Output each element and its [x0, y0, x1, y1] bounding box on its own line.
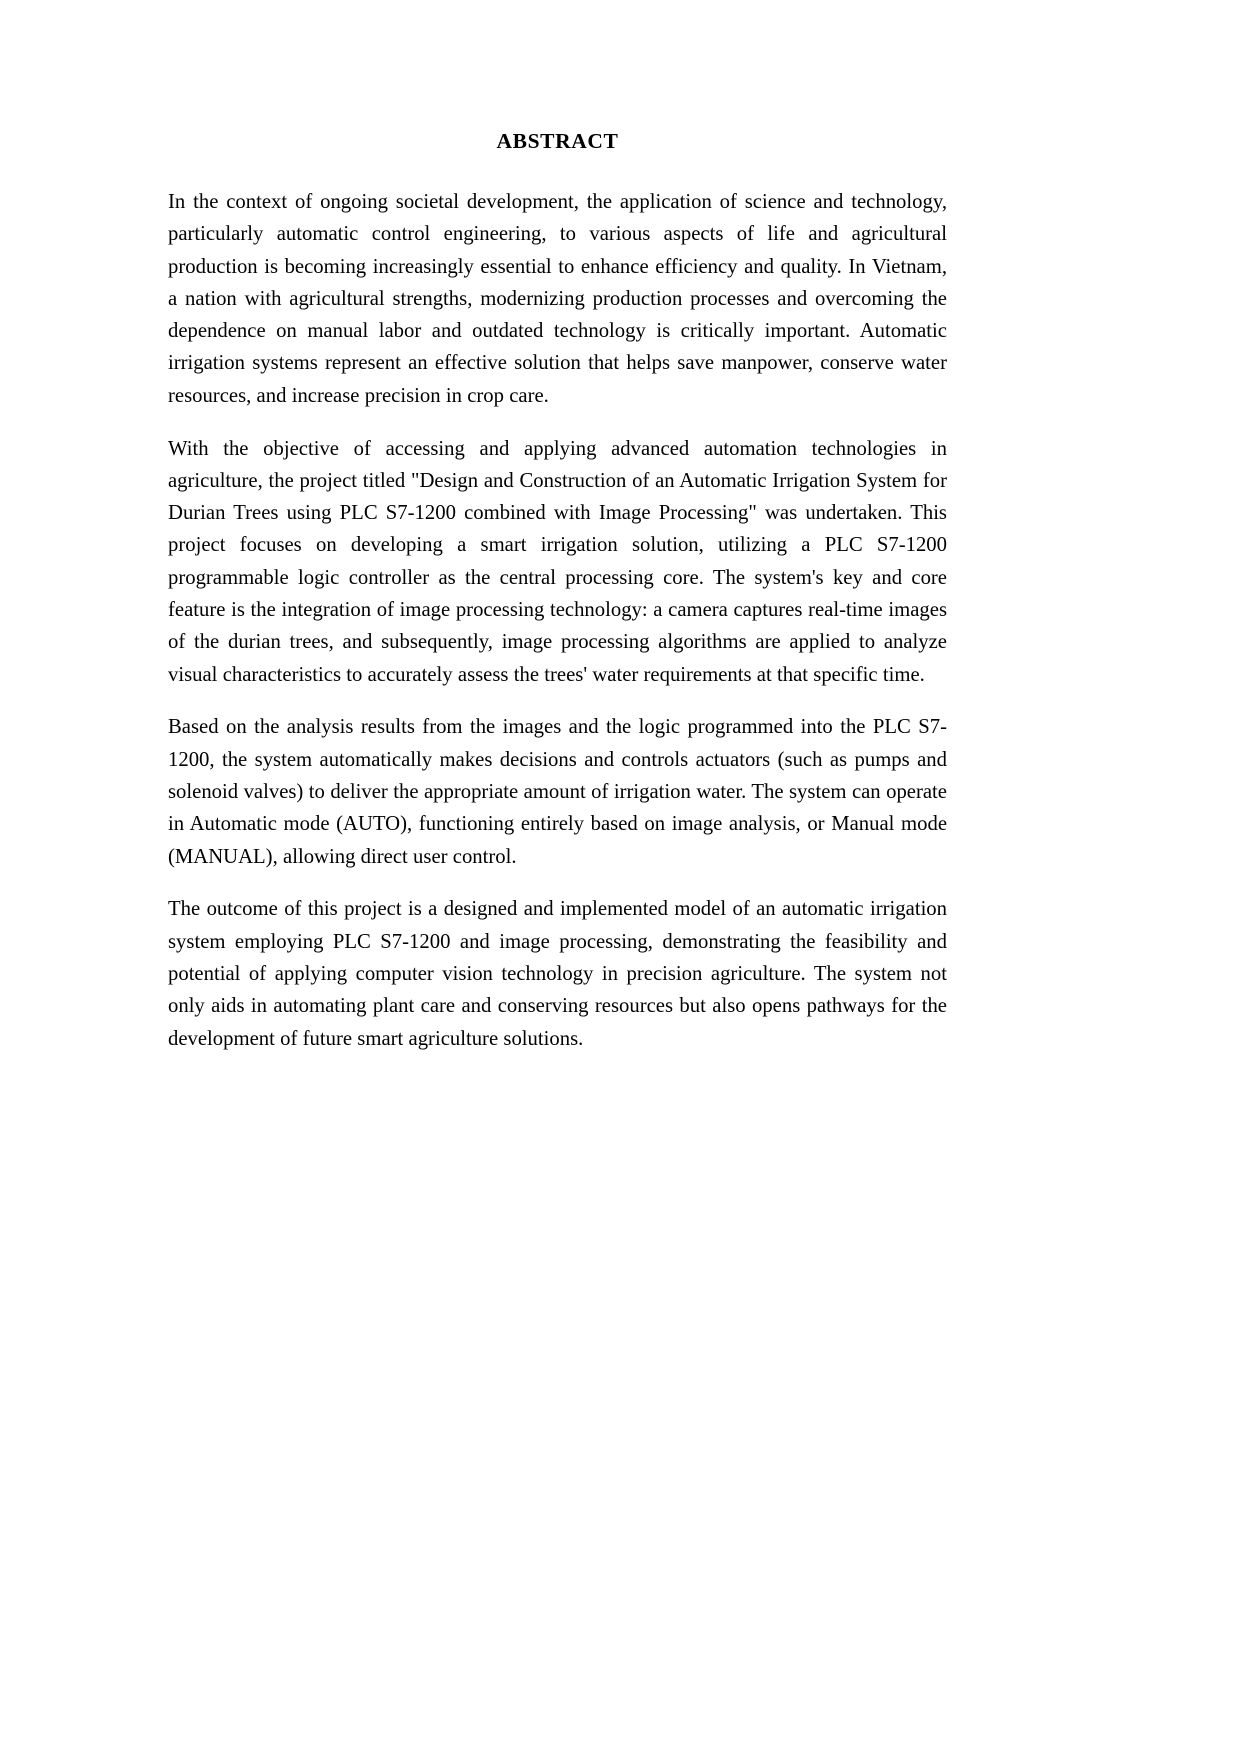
abstract-content: [168, 128, 947, 1055]
abstract-paragraph-1: In the context of ongoing societal development, the application of science and technology, particularly automatic control engineering, to various aspects of life and agricultural production is becoming increasingly essential to enhance efficiency and quality. In Vietnam, a nation with agricultural strengths, modernizing production processes and overcoming the dependence on manual labor and outdated technology is critically important. Automatic irrigation systems represent an effective solution that helps save manpower, conserve water resources, and increase precision in crop care.: [168, 190, 947, 407]
abstract-paragraph-3: Based on the analysis results from the images and the logic programmed into the PLC S7-1200, the system automatically makes decisions and controls actuators (such as pumps and solenoid valves) to deliver the appropriate amount of irrigation water. The system can operate in Automatic mode (AUTO), functioning entirely based on image analysis, or Manual mode (MANUAL), allowing direct user control.: [168, 716, 947, 868]
abstract-paragraph-4: The outcome of this project is a designed and implemented model of an automatic irrigation system employing PLC S7-1200 and image processing, demonstrating the feasibility and potential of applying computer vision technology in precision agriculture. The system not only aids in automating plant care and conserving resources but also opens pathways for the development of future smart agriculture solutions.: [168, 898, 947, 1050]
abstract-paragraph-2: With the objective of accessing and applying advanced automation technologies in agriculture, the project titled "Design and Construction of an Automatic Irrigation System for Durian Trees using PLC S7-1200 combined with Image Processing" was undertaken. This project focuses on developing a smart irrigation solution, utilizing a PLC S7-1200 programmable logic controller as the central processing core. The system's key and core feature is the integration of image processing technology: a camera captures real-time images of the durian trees, and subsequently, image processing algorithms are applied to analyze visual characteristics to accurately assess the trees' water requirements at that specific time.: [168, 437, 947, 686]
page-title: ABSTRACT: [496, 129, 619, 153]
